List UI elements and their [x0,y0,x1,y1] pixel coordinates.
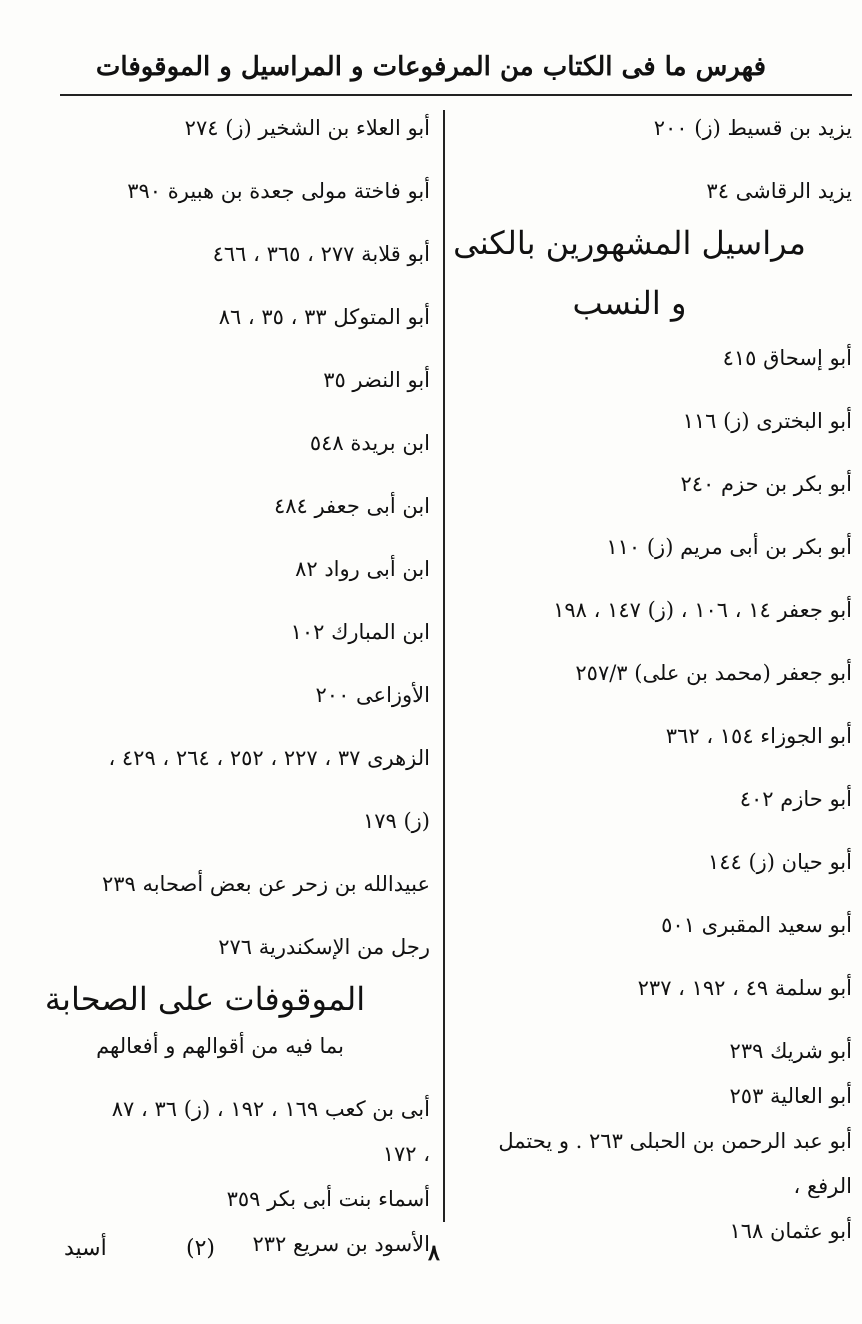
index-entry: أبو حازم ٤٠٢ [739,787,852,811]
index-entry: أبو بكر بن حزم ٢٤٠ [680,472,852,496]
index-entry: أبو عبد الرحمن بن الحبلى ٢٦٣ . و يحتمل [498,1129,852,1153]
section-title: الموقوفات على الصحابة [44,980,366,1018]
right-column [437,112,852,1260]
index-entry: ابن بريدة ٥٤٨ [309,431,430,455]
signature-mark: (٢) [186,1236,216,1261]
index-entry: يزيد الرقاشى ٣٤ [706,179,852,203]
section-subtitle: بما فيه من أقوالهم و أفعالهم [96,1034,344,1058]
left-column [10,112,430,1273]
index-entry-continuation: (ز) ١٧٩ [362,809,430,833]
index-entry: أبو عثمان ١٦٨ [729,1219,852,1243]
index-entry: أبو العلاء بن الشخير (ز) ٢٧٤ [184,116,430,140]
index-entry: ابن أبى رواد ٨٢ [295,557,430,581]
index-entry: أبو شريك ٢٣٩ [729,1039,852,1063]
index-entry: رجل من الإسكندرية ٢٧٦ [218,935,430,959]
index-entry: الزهرى ٣٧ ، ٢٢٧ ، ٢٥٢ ، ٢٦٤ ، ٤٢٩ ، [108,746,430,770]
index-entry: الأوزاعى ٢٠٠ [315,683,430,707]
page-number: ٨ [428,1240,440,1266]
index-entry: أسماء بنت أبى بكر ٣٥٩ [226,1187,430,1211]
section-title: مراسيل المشهورين بالكنى [453,224,806,262]
index-entry: أبو قلابة ٢٧٧ ، ٣٦٥ ، ٤٦٦ [212,242,430,266]
index-entry: أبو إسحاق ٤١٥ [722,346,852,370]
index-entry: ابن المبارك ١٠٢ [290,620,430,644]
index-entry: يزيد بن قسيط (ز) ٢٠٠ [653,116,852,140]
header-rule [60,94,852,96]
index-entry: أبو بكر بن أبى مريم (ز) ١١٠ [606,535,852,559]
index-entry: أبو سعيد المقبرى ٥٠١ [661,913,852,937]
page-header: فهرس ما فى الكتاب من المرفوعات و المراسيل و الموقوفات [95,52,767,82]
index-entry: أبى بن كعب ١٦٩ ، ١٩٢ ، (ز) ٣٦ ، ٨٧ [111,1097,430,1121]
index-entry: الأسود بن سريع ٢٣٢ [252,1232,430,1256]
index-entry: أبو النضر ٣٥ [323,368,430,392]
section-title-continuation: و النسب [572,284,687,322]
index-entry: ابن أبى جعفر ٤٨٤ [273,494,430,518]
index-entry: عبيدالله بن زحر عن بعض أصحابه ٢٣٩ [101,872,430,896]
index-entry: أبو حيان (ز) ١٤٤ [707,850,852,874]
index-entry-continuation: الرفع ، [793,1174,852,1198]
index-entry-continuation: ، ١٧٢ [382,1142,430,1166]
index-entry: أبو الجوزاء ١٥٤ ، ٣٦٢ [665,724,852,748]
index-entry: أبو فاختة مولى جعدة بن هبيرة ٣٩٠ [127,179,430,203]
index-entry: أبو العالية ٢٥٣ [729,1084,852,1108]
index-entry: أبو جعفر ١٤ ، ١٠٦ ، (ز) ١٤٧ ، ١٩٨ [553,598,852,622]
catchword: أسيد [64,1236,107,1261]
index-entry: أبو جعفر (محمد بن على) ٢٥٧/٣ [575,661,852,685]
index-entry: أبو البخترى (ز) ١١٦ [682,409,852,433]
index-entry: أبو سلمة ٤٩ ، ١٩٢ ، ٢٣٧ [637,976,852,1000]
index-entry: أبو المتوكل ٣٣ ، ٣٥ ، ٨٦ [218,305,430,329]
